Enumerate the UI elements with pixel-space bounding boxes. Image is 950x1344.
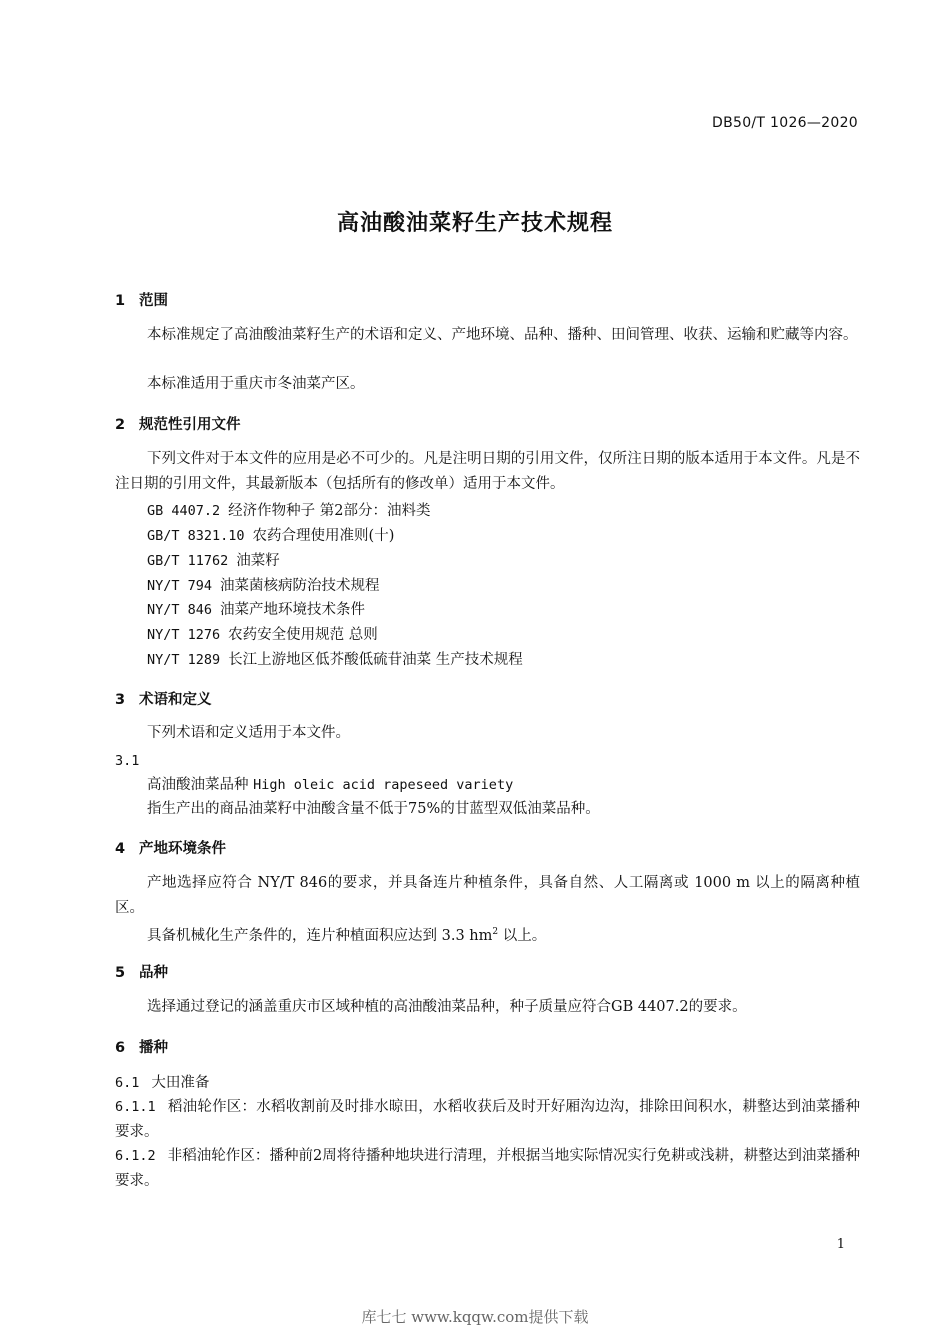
section-4-paragraph: 具备机械化生产条件的，连片种植面积应达到 3.3 $hm^2$ 以上。 [147,927,547,944]
section-6-heading [115,1036,168,1057]
section-3-heading [115,688,212,709]
section-title: 品种 [139,965,168,981]
section-1-paragraph: 本标准规定了高油酸油菜籽生产的术语和定义、产地环境、品种、播种、田间管理、收获、运输和贮藏等内容。 [147,327,858,343]
section-2-paragraph: 下列文件对于本文件的应用是必不可少的。凡是注明日期的引用文件，仅所注日期的版本适用于本文件。凡是不注日期的引用文件，其最新版本（包括所有的修改单）适用于本文件。 [115,451,860,492]
section-5-paragraph: 选择通过登记的涵盖重庆市区域种植的高油酸油菜品种，种子质量应符合GB 4407.2的要求。 [147,999,747,1015]
section-5-heading [115,961,168,982]
section-3-paragraph: 下列术语和定义适用于本文件。 [147,725,350,741]
section-title: 播种 [139,1040,168,1056]
section-4-heading [115,837,226,858]
subsection-6-1: 6.1 大田准备 [115,1075,210,1091]
section-2-heading [115,413,241,434]
section-4-paragraph: 产地选择应符合 NY/T 846的要求，并具备连片种植条件，具备自然、人工隔离或 1000 m 以上的隔离种植区。 [115,875,860,916]
document-title: 高油酸油菜籽生产技术规程 [336,211,613,236]
section-number: 6 [115,1040,126,1056]
reference-item: GB/T 11762 油菜籽 [147,553,280,569]
subsection-6-1-2: 6.1.2 非稻油轮作区：播种前2周将待播种地块进行清理，并根据当地实际情况实行免耕或浅耕，耕整达到油菜播种要求。 [115,1148,860,1189]
page-number: 1 [836,1237,845,1252]
term-number: 3.1 [115,753,140,769]
section-number: 5 [115,965,126,981]
reference-item: NY/T 794 油菜菌核病防治技术规程 [147,578,380,594]
section-number: 4 [115,841,126,857]
term-definition: 指生产出的商品油菜籽中油酸含量不低于75%的甘蓝型双低油菜品种。 [147,801,600,817]
document-code: DB50/T 1026—2020 [712,115,858,131]
section-title: 术语和定义 [139,692,212,708]
section-1-paragraph: 本标准适用于重庆市冬油菜产区。 [147,376,365,392]
section-1-heading [115,289,168,310]
subsection-6-1-1: 6.1.1 稻油轮作区：水稻收割前及时排水晾田，水稻收获后及时开好厢沟边沟，排除田间积水，耕整达到油菜播种要求。 [115,1099,860,1140]
section-number: 2 [115,417,126,433]
term-title: 高油酸油菜品种 High oleic acid rapeseed variety [147,777,514,793]
reference-item: GB 4407.2 经济作物种子 第2部分：油料类 [147,503,431,519]
section-title: 范围 [139,293,168,309]
watermark: 库七七 www.kqqw.com提供下载 [361,1308,589,1326]
reference-item: NY/T 1289 长江上游地区低芥酸低硫苷油菜 生产技术规程 [147,652,523,668]
section-number: 3 [115,692,126,708]
section-number: 1 [115,293,126,309]
reference-item: GB/T 8321.10 农药合理使用准则(十) [147,528,395,544]
reference-item: NY/T 846 油菜产地环境技术条件 [147,602,366,618]
section-title: 规范性引用文件 [139,417,241,433]
section-title: 产地环境条件 [139,841,226,857]
reference-item: NY/T 1276 农药安全使用规范 总则 [147,627,378,643]
